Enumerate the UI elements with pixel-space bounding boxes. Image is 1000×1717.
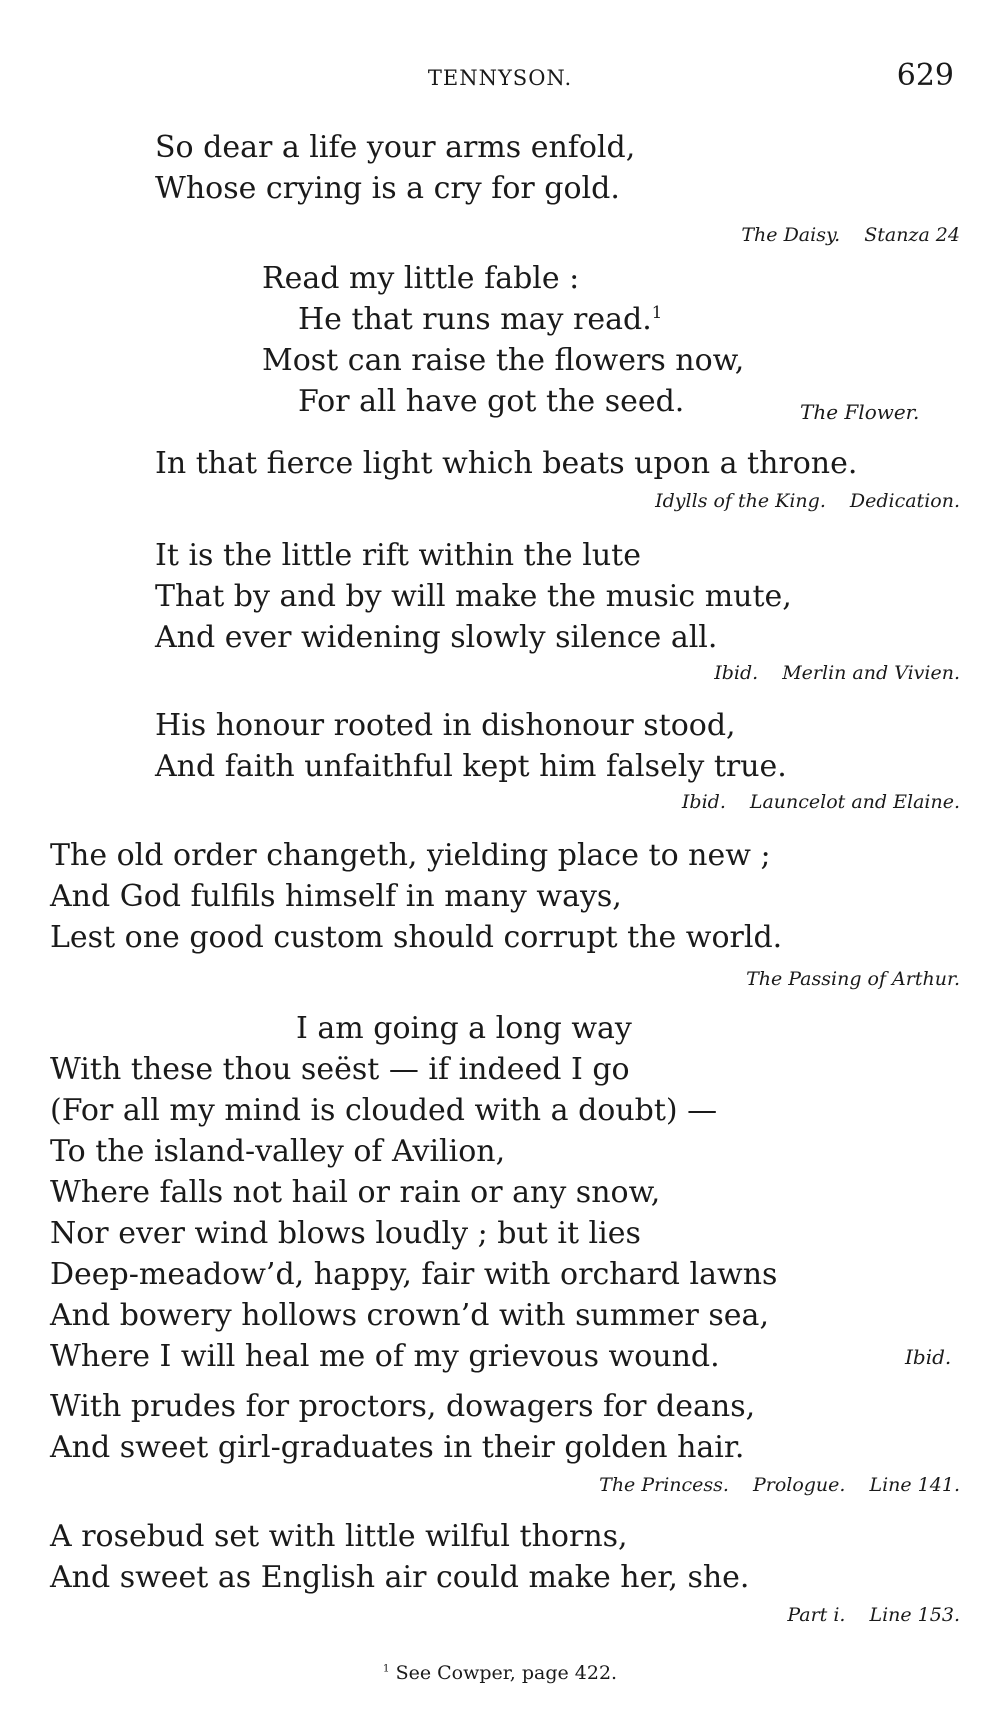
quote-rosebud	[50, 1516, 749, 1598]
citation-launcelot: Ibid. Launcelot and Elaine.	[681, 791, 960, 813]
citation-princess: The Princess. Prologue. Line 141.	[599, 1474, 960, 1496]
verse-line: And God fulfils himself in many ways,	[50, 879, 622, 914]
running-title: TENNYSON.	[427, 66, 573, 90]
verse-line: Nor ever wind blows loudly ; but it lies	[50, 1216, 641, 1251]
verse-line: That by and by will make the music mute,	[155, 579, 792, 614]
verse-line: And faith unfaithful kept him falsely true.	[155, 749, 787, 784]
verse-line: Whose crying is a cry for gold.	[155, 171, 620, 206]
verse-line: With prudes for proctors, dowagers for deans,	[50, 1389, 756, 1424]
citation-flower: The Flower.	[800, 400, 920, 424]
footnote-marker: 1	[382, 1662, 390, 1675]
verse-line: Where I will heal me of my grievous wound.	[50, 1339, 720, 1374]
quote-passing-of-arthur	[50, 835, 782, 958]
footnote-marker: 1	[651, 303, 663, 322]
quote-merlin-vivien	[155, 535, 792, 658]
verse-line: To the island-valley of Avilion,	[50, 1134, 506, 1169]
verse-line: Where falls not hail or rain or any snow,	[50, 1175, 661, 1210]
verse-line: He that runs may read.$^1$	[298, 302, 663, 337]
quote-flower	[262, 258, 744, 422]
footnote-text: See Cowper, page 422.	[395, 1662, 618, 1684]
citation-idylls: Idylls of the King. Dedication.	[655, 490, 960, 512]
citation-merlin: Ibid. Merlin and Vivien.	[714, 662, 960, 684]
verse-line: Read my little fable :	[262, 261, 580, 296]
citation-daisy	[741, 224, 960, 246]
citation-title: The Daisy.	[741, 224, 841, 246]
verse-line: Lest one good custom should corrupt the world.	[50, 920, 783, 955]
citation-stanza: Stanza 24	[864, 224, 960, 246]
verse-line: With these thou seëst — if indeed I go	[50, 1052, 630, 1087]
verse-line: It is the little rift within the lute	[155, 538, 641, 573]
verse-line: And ever widening slowly silence all.	[155, 620, 718, 655]
citation-princess-part-i: Part i. Line 153.	[787, 1604, 960, 1626]
citation-ibid-avilion: Ibid.	[905, 1345, 952, 1369]
footnote	[0, 1662, 1000, 1684]
verse-line: Deep-meadow’d, happy, fair with orchard lawns	[50, 1257, 778, 1292]
quote-princess-prologue	[50, 1386, 755, 1468]
verse-line: Most can raise the flowers now,	[262, 343, 745, 378]
quote-idylls-dedication	[155, 443, 857, 484]
verse-line: And sweet as English air could make her, she.	[50, 1560, 750, 1595]
verse-line: And sweet girl-graduates in their golden hair.	[50, 1430, 745, 1465]
verse-line: His honour rooted in dishonour stood,	[155, 708, 736, 743]
verse-line: A rosebud set with little wilful thorns,	[50, 1519, 628, 1554]
verse-line: In that fierce light which beats upon a throne.	[155, 446, 858, 481]
running-head	[0, 58, 1000, 98]
page-number: 629	[896, 58, 954, 93]
verse-line: And bowery hollows crown’d with summer sea,	[50, 1298, 769, 1333]
quote-avilion	[50, 1008, 777, 1377]
verse-line: (For all my mind is clouded with a doubt) —	[50, 1093, 718, 1128]
verse-line: I am going a long way	[296, 1011, 632, 1046]
quote-launcelot-elaine	[155, 705, 787, 787]
verse-line: So dear a life your arms enfold,	[155, 130, 636, 165]
quote-daisy	[155, 127, 635, 209]
verse-line: For all have got the seed.	[298, 384, 685, 419]
citation-passing: The Passing of Arthur.	[746, 968, 960, 990]
verse-line: The old order changeth, yielding place to new ;	[50, 838, 771, 873]
